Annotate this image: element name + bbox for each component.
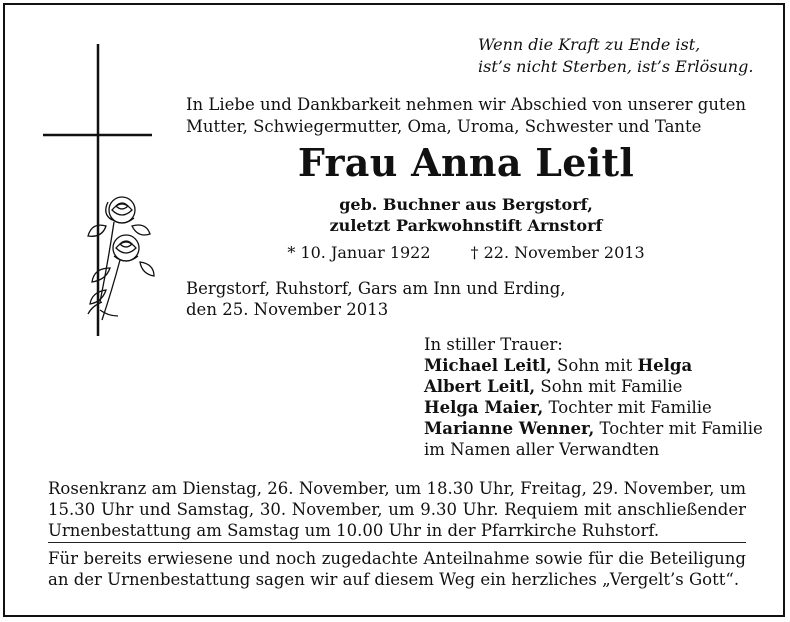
intro-line-1: In Liebe und Dankbarkeit nehmen wir Abschied von unserer guten [186, 95, 747, 114]
mourner-relation: Sohn mit Familie [535, 377, 683, 396]
death-date: † 22. November 2013 [470, 243, 645, 262]
mourners-heading: In stiller Trauer: [424, 335, 563, 354]
divider [48, 542, 746, 543]
place-line-2: den 25. November 2013 [186, 300, 389, 319]
mourners-list [424, 334, 763, 460]
place-line-1: Bergstorf, Ruhstorf, Gars am Inn und Erding, [186, 279, 566, 298]
thanks-text: Für bereits erwiesene und noch zugedachte Anteilnahme sowie für die Beteiligung an der Urnenbestattung sagen wir auf diesem Weg ein herzliches „Vergelt’s Gott“. [48, 549, 746, 589]
mourner-relation: Sohn mit [551, 356, 638, 375]
intro-line-2: Mutter, Schwiegermutter, Oma, Uroma, Schwester und Tante [186, 117, 702, 136]
birth-line-2: zuletzt Parkwohnstift Arnstorf [329, 216, 603, 235]
rosary-schedule: Rosenkranz am Dienstag, 26. November, um 18.30 Uhr, Freitag, 29. November, um 15.30 Uhr und Samstag, 30. November, um 9.30 Uhr. Requiem mit anschließender Urnenbestattung am Samstag um 10.00 Uhr in der Pfarrkirche Ruhstorf. [48, 479, 746, 540]
mourner-entry [424, 376, 763, 397]
birth-date: * 10. Januar 1922 [287, 243, 431, 262]
mourner-entry [424, 355, 763, 376]
intro-text [186, 94, 746, 138]
motto [478, 34, 753, 78]
mourner-relation: Tochter mit Familie [594, 419, 763, 438]
mourner-name: Albert Leitl, [424, 377, 536, 396]
mourner-name: Helga Maier, [424, 398, 544, 417]
birth-info [186, 194, 746, 236]
life-dates [186, 242, 746, 264]
mourners-footer: im Namen aller Verwandten [424, 440, 660, 459]
mourner-name: Marianne Wenner, [424, 419, 595, 438]
cross-with-roses-icon [40, 40, 180, 340]
place-date [186, 278, 566, 320]
motto-line-2: ist’s nicht Sterben, ist’s Erlösung. [478, 57, 754, 76]
mourner-entry [424, 418, 763, 439]
mourner-entry [424, 397, 763, 418]
mourner-relation: Tochter mit Familie [543, 398, 712, 417]
deceased-name: Frau Anna Leitl [297, 140, 635, 185]
mourner-partner: Helga [637, 356, 693, 375]
birth-line-1: geb. Buchner aus Bergstorf, [339, 195, 593, 214]
motto-line-1: Wenn die Kraft zu Ende ist, [478, 35, 701, 54]
mourner-name: Michael Leitl, [424, 356, 552, 375]
